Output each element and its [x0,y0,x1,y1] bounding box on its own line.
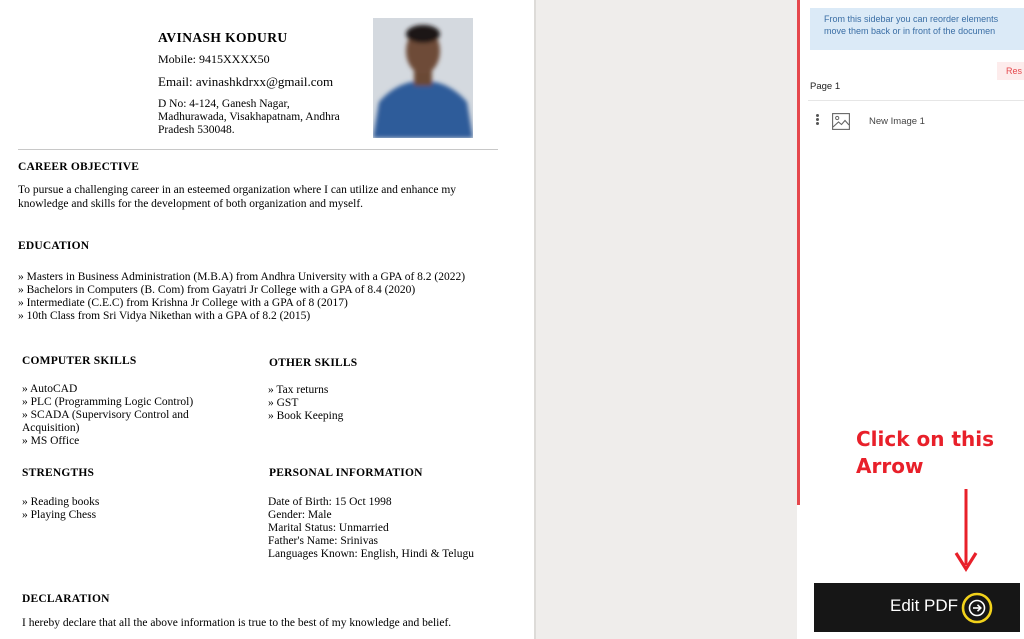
list-item: » MS Office [22,435,80,447]
strengths-heading: STRENGTHS [22,467,95,479]
edit-pdf-label: Edit PDF [890,596,959,615]
list-item: Father's Name: Srinivas [268,535,379,547]
list-item: » PLC (Programming Logic Control) [22,396,194,408]
info-text-line: From this sidebar you can reorder elements [824,14,999,24]
list-item: » Intermediate (C.E.C) from Krishna Jr College with a GPA of 8 (2017) [18,297,348,309]
info-text-line: move them back or in front of the documen [824,26,996,36]
list-item: » Tax returns [268,384,329,396]
edit-pdf-button[interactable] [814,583,1020,632]
list-item: » Reading books [22,496,100,508]
career-objective-text: To pursue a challenging career in an esteemed organization where I can utilize and enhance my knowledge and skills for the development of both organization and myself. [18,184,457,210]
page-divider [808,100,1024,101]
profile-photo[interactable] [373,18,473,138]
declaration-heading: DECLARATION [22,593,110,605]
education-list [18,271,465,323]
other-skills-list [268,384,343,423]
annotation-line: Click on this [856,427,995,451]
list-item: » Masters in Business Administration (M.B.A) from Andhra University with a GPA of 8.2 (2022) [18,271,466,283]
circle-arrow-right-icon[interactable] [961,592,993,624]
computer-skills-list [22,383,193,448]
declaration-text: I hereby declare that all the above information is true to the best of my knowledge and belief. [22,617,452,629]
list-item: Gender: Male [268,509,332,521]
canvas-background [534,0,797,639]
personal-info-list [268,496,474,561]
list-item: » SCADA (Supervisory Control and [22,409,189,421]
resume-email: Email: avinashkdrxx@gmail.com [158,74,334,89]
layers-sidebar [797,0,1024,639]
resume-name: AVINASH KODURU [158,30,288,45]
page-label: Page 1 [810,81,841,92]
down-arrow-icon [954,487,978,573]
education-heading: EDUCATION [18,240,90,252]
drag-handle-icon[interactable] [816,114,820,126]
sidebar-info-box [810,8,1024,50]
list-item: » Bachelors in Computers (B. Com) from Gayatri Jr College with a GPA of 8.4 (2020) [18,284,416,296]
layer-item-label: New Image 1 [869,116,925,127]
career-objective-heading: CAREER OBJECTIVE [18,161,140,173]
list-item: » GST [268,397,299,409]
list-item: » 10th Class from Sri Vidya Nikethan with a GPA of 8.2 (2015) [18,310,311,322]
image-icon [832,113,850,130]
list-item: » Book Keeping [268,410,344,422]
sidebar-accent-rail [797,0,800,505]
page-edge-shadow [534,0,536,639]
list-item: Acquisition) [22,422,80,434]
reset-button[interactable]: Res [997,62,1024,80]
strengths-list [22,496,99,522]
personal-info-heading: PERSONAL INFORMATION [269,467,423,479]
annotation-line: Arrow [856,454,924,478]
resume-address: D No: 4-124, Ganesh Nagar, Madhurawada, Visakhapatnam, Andhra Pradesh 530048. [158,98,340,136]
resume-mobile: Mobile: 9415XXXX50 [158,52,270,66]
instruction-annotation [856,426,1024,480]
header-divider [18,149,498,150]
list-item: » AutoCAD [22,383,78,395]
list-item: Marital Status: Unmarried [268,522,389,534]
layer-item-new-image-1[interactable] [810,108,1024,136]
list-item: Date of Birth: 15 Oct 1998 [268,496,392,508]
list-item: Languages Known: English, Hindi & Telugu [268,548,474,560]
computer-skills-heading: COMPUTER SKILLS [22,355,137,367]
list-item: » Playing Chess [22,509,97,521]
other-skills-heading: OTHER SKILLS [269,357,358,369]
